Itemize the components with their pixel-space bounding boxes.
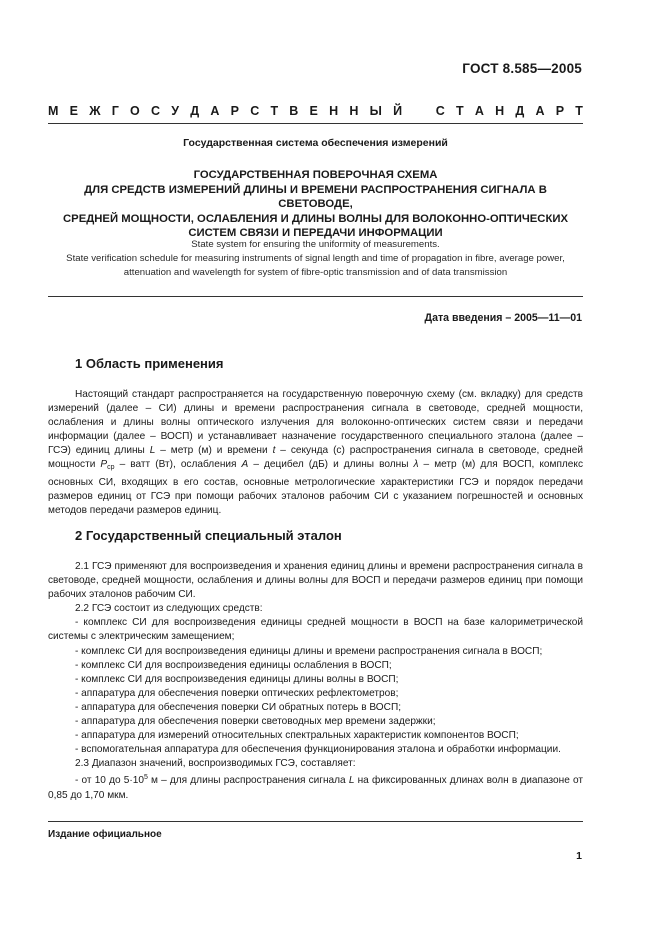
title-line: ДЛЯ СРЕДСТВ ИЗМЕРЕНИЙ ДЛИНЫ И ВРЕМЕНИ РАСПРОСТРАНЕНИЯ СИГНАЛА В СВЕТОВОДЕ, bbox=[84, 183, 547, 211]
title-rule bbox=[48, 296, 583, 297]
section2-body bbox=[48, 560, 583, 803]
list-item: - комплекс СИ для воспроизведения единицы средней мощности в ВОСП на базе калориметрической системы с электрическим замещением; bbox=[48, 617, 583, 643]
banner-letter: А bbox=[535, 104, 545, 118]
banner-letter: А bbox=[474, 104, 484, 118]
page-number: 1 bbox=[576, 850, 582, 862]
paragraph-2-2: 2.2 ГСЭ состоит из следующих средств: bbox=[75, 603, 263, 615]
range-item: - от 10 до $5\cdot 10^5$ м – для длины распространения сигнала L на фиксированных длинах волн в диапазоне от 0,85 до 1,70 мкм. bbox=[48, 774, 583, 801]
title-line: ГОСУДАРСТВЕННАЯ ПОВЕРОЧНАЯ СХЕМА bbox=[193, 169, 438, 181]
banner-letter: Ы bbox=[369, 104, 382, 118]
list-item: - аппаратура для обеспечения поверки световодных мер времени задержки; bbox=[75, 716, 436, 728]
banner-letter: Р bbox=[555, 104, 565, 118]
banner-letter: Д bbox=[190, 104, 200, 118]
gost-code: ГОСТ 8.585—2005 bbox=[462, 61, 582, 76]
title-line: СИСТЕМ СВЯЗИ И ПЕРЕДАЧИ ИНФОРМАЦИИ bbox=[188, 227, 443, 240]
banner-letter: У bbox=[171, 104, 180, 118]
interstate-standard-banner bbox=[48, 104, 583, 118]
system-title: Государственная система обеспечения измерений bbox=[183, 137, 448, 149]
banner-letter: С bbox=[151, 104, 161, 118]
section-heading: 2 Государственный специальный эталон bbox=[75, 528, 342, 543]
banner-letter: Й bbox=[393, 104, 403, 118]
banner-letter: Т bbox=[270, 104, 279, 118]
banner-letter: Н bbox=[349, 104, 359, 118]
paragraph-2-3: 2.3 Диапазон значений, воспроизводимых ГСЭ, составляет: bbox=[75, 758, 356, 770]
banner-letter: С bbox=[250, 104, 260, 118]
english-title-line: State system for ensuring the uniformity of measurements. bbox=[191, 239, 440, 250]
title-line: СРЕДНЕЙ МОЩНОСТИ, ОСЛАБЛЕНИЯ И ДЛИНЫ ВОЛНЫ ДЛЯ ВОЛОКОННО-ОПТИЧЕСКИХ bbox=[63, 212, 568, 225]
banner-letter: Е bbox=[69, 104, 78, 118]
banner-letter: Н bbox=[329, 104, 339, 118]
document-title bbox=[48, 168, 583, 241]
list-item: - аппаратура для измерений относительных спектральных характеристик компонентов ВОСП; bbox=[75, 730, 519, 742]
list-item: - комплекс СИ для воспроизведения единицы длины волны в ВОСП; bbox=[75, 673, 399, 685]
banner-letter: Д bbox=[515, 104, 525, 118]
banner-letter: С bbox=[435, 104, 445, 118]
banner-letter: Т bbox=[455, 104, 464, 118]
list-item: - аппаратура для обеспечения поверки СИ обратных потерь в ВОСП; bbox=[75, 701, 402, 713]
banner-letter: Т bbox=[575, 104, 583, 118]
footer-rule bbox=[48, 821, 583, 822]
banner-rule bbox=[48, 123, 583, 124]
paragraph-2-1: 2.1 ГСЭ применяют для воспроизведения и хранения единиц длины и времени распространения сигнала в световоде, средней мощности, ослабления и длины волны для ВОСП и передачи размеров единиц при помощи рабочих эталонов рабочим СИ. bbox=[48, 561, 583, 601]
list-item: - вспомогательная аппаратура для обеспечения функционирования эталона и обработки информации. bbox=[75, 744, 561, 756]
english-title-line: State verification schedule for measuring instruments of signal length and time of propagation in fibre, average power, bbox=[66, 253, 565, 265]
banner-letter: М bbox=[48, 104, 59, 118]
english-title-line: attenuation and wavelength for system of fibre-optic transmission and of data transmission bbox=[123, 267, 508, 279]
banner-letter: Е bbox=[309, 104, 318, 118]
list-item: - аппаратура для обеспечения поверки оптических рефлектометров; bbox=[75, 687, 399, 699]
list-item: - комплекс СИ для воспроизведения единицы длины и времени распространения сигнала в ВОСП; bbox=[75, 645, 543, 657]
banner-letter: Н bbox=[495, 104, 505, 118]
section-heading: 1 Область применения bbox=[75, 356, 224, 371]
banner-letter: А bbox=[210, 104, 220, 118]
list-item: - комплекс СИ для воспроизведения единицы ослабления в ВОСП; bbox=[75, 659, 392, 671]
banner-letter: Г bbox=[111, 104, 119, 118]
effective-date: Дата введения – 2005—11—01 bbox=[424, 312, 582, 324]
banner-letter: О bbox=[130, 104, 140, 118]
banner-letter: Ж bbox=[89, 104, 101, 118]
banner-letter: Р bbox=[230, 104, 239, 118]
edition-label: Издание официальное bbox=[48, 829, 162, 840]
section1-paragraph: Настоящий стандарт распространяется на государственную поверочную схему (см. вкладку) для средств измерений (далее – СИ) длины и времени распространения сигнала в световоде, средней мощности, ослабления и длины волны оптического излучения для волоконно-оптических систем связи и передачи информации (далее – ВОСП) и устанавливает назначение государственного специального эталона (далее – ГСЭ) единиц длины L – метр (м) и времени t – секунда (с) распространения сигнала в световоде, средней мощности $P_{ср}$ – ватт (Вт), ослабления A – децибел (дБ) и длины волны λ – метр (м) для ВОСП, комплекс основных СИ, входящих в его состав, основные метрологические характеристики ГСЭ и порядок передачи размеров единиц от ГСЭ при помощи рабочих эталонов рабочим СИ с указанием погрешностей и основных методов передачи размеров единиц. bbox=[48, 389, 584, 516]
banner-letter: В bbox=[289, 104, 299, 118]
english-title bbox=[48, 238, 583, 281]
